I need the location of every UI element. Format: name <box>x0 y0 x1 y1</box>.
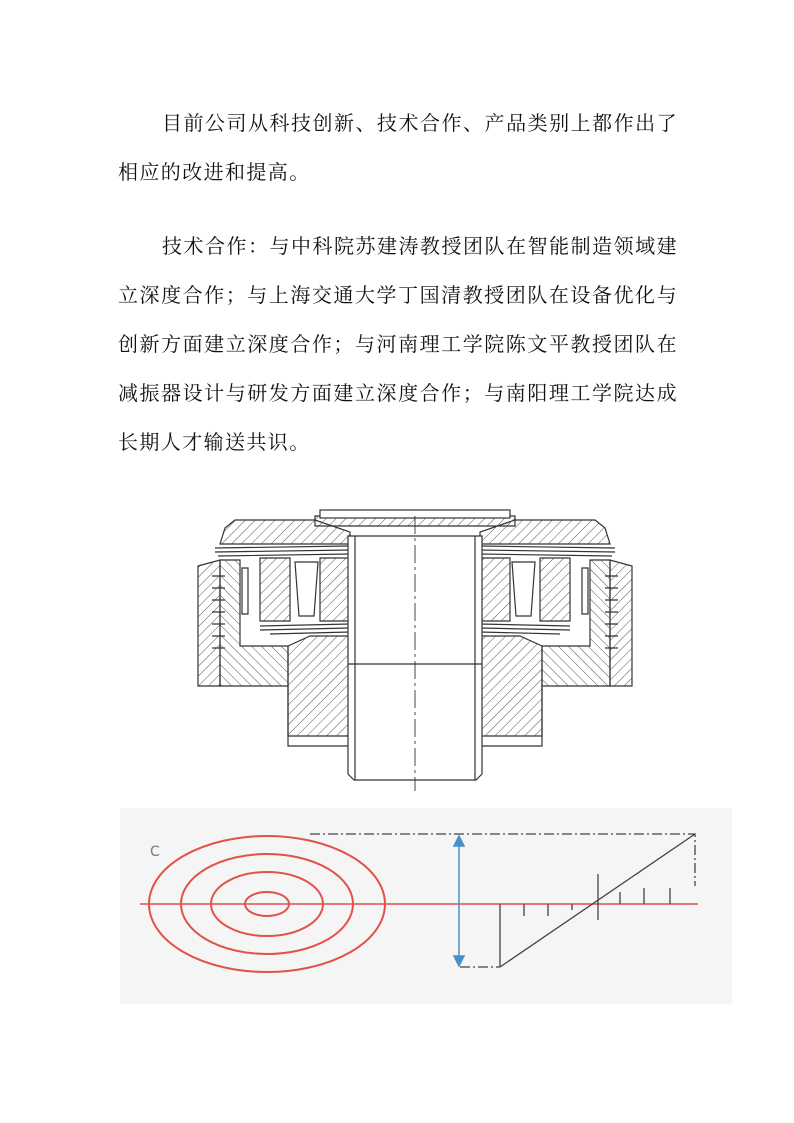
damper-cross-section-figure <box>190 496 640 796</box>
figure-corner-label: C <box>150 844 160 860</box>
cooperation-paragraph: 技术合作：与中科院苏建涛教授团队在智能制造领域建立深度合作；与上海交通大学丁国清教授团队在设备优化与创新方面建立深度合作；与河南理工学院陈文平教授团队在减振器设计与研发方面建立深度合作；与南阳理工学院达成长期人才输送共识。 <box>118 234 678 454</box>
concentric-ellipse-figure <box>120 808 732 1004</box>
intro-paragraph: 目前公司从科技创新、技术合作、产品类别上都作出了相应的改进和提高。 <box>118 111 678 184</box>
